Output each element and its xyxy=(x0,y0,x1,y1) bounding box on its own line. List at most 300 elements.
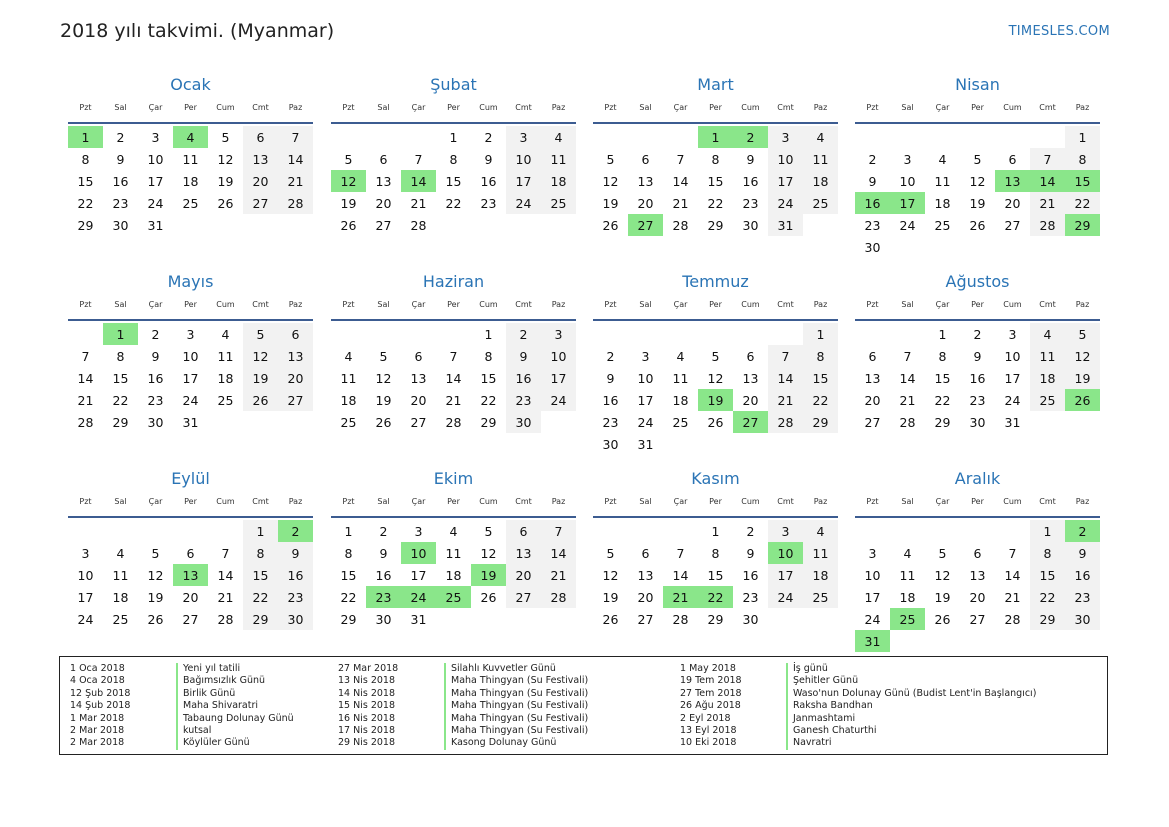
day-cell: 26 xyxy=(707,414,724,430)
day-cell: 18 xyxy=(934,195,951,211)
day-cell: 20 xyxy=(410,392,427,408)
day-cell: 8 xyxy=(484,348,493,364)
day-cell: 23 xyxy=(969,392,986,408)
month-7 xyxy=(593,271,838,455)
legend-date: 14 Şub 2018 xyxy=(70,700,131,712)
day-cell: 10 xyxy=(182,348,199,364)
weekday-label: Paz xyxy=(1075,103,1090,112)
legend-item xyxy=(680,688,1036,700)
empty-cell xyxy=(593,520,628,542)
day-cell: 31 xyxy=(147,217,164,233)
day-cell: 26 xyxy=(602,217,619,233)
holiday-day-cell: 2 xyxy=(278,520,313,542)
empty-cell xyxy=(995,520,1030,542)
day-cell: 14 xyxy=(217,567,234,583)
day-cell: 26 xyxy=(340,217,357,233)
legend-holiday-name: Şehitler Günü xyxy=(786,675,858,687)
weekday-label: Cmt xyxy=(515,103,532,112)
weekday-label: Cmt xyxy=(1039,103,1056,112)
weekday-label: Cmt xyxy=(1039,300,1056,309)
day-cell: 10 xyxy=(506,148,541,170)
day-cell: 22 xyxy=(445,195,462,211)
weekday-label: Cum xyxy=(1003,300,1022,309)
day-cell: 6 xyxy=(186,545,195,561)
legend-item xyxy=(70,688,294,700)
weekday-label: Sal xyxy=(377,497,390,506)
day-cell: 22 xyxy=(112,392,129,408)
day-cell: 17 xyxy=(147,173,164,189)
weekday-label: Cum xyxy=(479,103,498,112)
month-5 xyxy=(68,271,313,433)
weekday-label: Çar xyxy=(935,103,950,112)
weekday-label: Per xyxy=(184,103,197,112)
legend-holiday-name: Silahlı Kuvvetler Günü xyxy=(444,663,556,675)
day-cell: 23 xyxy=(1065,586,1100,608)
day-cell: 30 xyxy=(864,239,881,255)
day-cell: 28 xyxy=(768,411,803,433)
day-cell: 7 xyxy=(768,345,803,367)
legend-item xyxy=(680,663,1036,675)
day-cell: 4 xyxy=(344,348,353,364)
legend-date: 17 Nis 2018 xyxy=(338,724,395,736)
holiday-day-cell: 12 xyxy=(331,170,366,192)
day-cell: 28 xyxy=(1004,611,1021,627)
day-cell: 12 xyxy=(969,173,986,189)
day-cell: 22 xyxy=(340,589,357,605)
day-cell: 4 xyxy=(221,326,230,342)
holiday-day-cell: 1 xyxy=(68,126,103,148)
day-cell: 31 xyxy=(1004,414,1021,430)
day-cell: 11 xyxy=(672,370,689,386)
legend-item xyxy=(680,700,1036,712)
day-cell: 6 xyxy=(243,126,278,148)
empty-cell xyxy=(855,323,890,345)
day-cell: 20 xyxy=(637,195,654,211)
day-cell: 15 xyxy=(707,173,724,189)
day-cell: 11 xyxy=(112,567,129,583)
empty-cell xyxy=(68,520,103,542)
day-cell: 13 xyxy=(742,370,759,386)
holiday-day-cell: 19 xyxy=(471,564,506,586)
header-divider xyxy=(855,122,1100,124)
day-cell: 31 xyxy=(182,414,199,430)
day-cell: 28 xyxy=(217,611,234,627)
day-cell: 9 xyxy=(379,545,388,561)
day-cell: 19 xyxy=(1065,367,1100,389)
legend-holiday-name: Maha Shivaratri xyxy=(176,700,258,712)
day-cell: 28 xyxy=(278,192,313,214)
day-cell: 27 xyxy=(864,414,881,430)
holiday-day-cell: 19 xyxy=(698,389,733,411)
day-cell: 9 xyxy=(484,151,493,167)
day-cell: 19 xyxy=(602,589,619,605)
day-cell: 21 xyxy=(278,170,313,192)
day-cell: 29 xyxy=(480,414,497,430)
day-cell: 31 xyxy=(768,214,803,236)
day-cell: 30 xyxy=(147,414,164,430)
weekday-label: Per xyxy=(184,497,197,506)
day-cell: 13 xyxy=(375,173,392,189)
empty-cell xyxy=(890,126,925,148)
legend-holiday-name: Raksha Bandhan xyxy=(786,700,873,712)
day-cell: 16 xyxy=(112,173,129,189)
legend-item xyxy=(338,688,588,700)
weekday-label: Pzt xyxy=(79,103,92,112)
day-cell: 9 xyxy=(116,151,125,167)
page-title: 2018 yılı takvimi. (Myanmar) xyxy=(60,20,335,42)
day-cell: 16 xyxy=(1065,564,1100,586)
empty-cell xyxy=(925,126,960,148)
day-cell: 24 xyxy=(899,217,916,233)
day-cell: 22 xyxy=(1030,586,1065,608)
day-cell: 20 xyxy=(375,195,392,211)
weekday-label: Cum xyxy=(1003,103,1022,112)
day-cell: 3 xyxy=(868,545,877,561)
day-cell: 29 xyxy=(707,217,724,233)
holiday-day-cell: 14 xyxy=(1030,170,1065,192)
legend-item xyxy=(338,663,588,675)
holiday-day-cell: 29 xyxy=(1065,214,1100,236)
holiday-day-cell: 10 xyxy=(768,542,803,564)
holiday-day-cell: 2 xyxy=(1065,520,1100,542)
day-cell: 8 xyxy=(711,545,720,561)
day-cell: 5 xyxy=(973,151,982,167)
day-cell: 28 xyxy=(899,414,916,430)
day-cell: 13 xyxy=(506,542,541,564)
month-3 xyxy=(593,74,838,236)
legend-holiday-name: Maha Thingyan (Su Festivali) xyxy=(444,713,588,725)
day-cell: 12 xyxy=(243,345,278,367)
day-cell: 1 xyxy=(1065,126,1100,148)
empty-cell xyxy=(103,520,138,542)
holiday-day-cell: 24 xyxy=(401,586,436,608)
day-cell: 15 xyxy=(707,567,724,583)
weekday-label: Per xyxy=(709,103,722,112)
day-cell: 4 xyxy=(676,348,685,364)
day-cell: 22 xyxy=(480,392,497,408)
legend-holiday-name: Navratri xyxy=(786,737,832,749)
weekday-label: Cum xyxy=(741,300,760,309)
empty-cell xyxy=(401,323,436,345)
day-cell: 22 xyxy=(934,392,951,408)
header-divider xyxy=(593,319,838,321)
day-cell: 19 xyxy=(340,195,357,211)
legend-date: 12 Şub 2018 xyxy=(70,687,131,699)
weekday-label: Sal xyxy=(901,300,914,309)
day-cell: 2 xyxy=(606,348,615,364)
day-cell: 29 xyxy=(707,611,724,627)
empty-cell xyxy=(1030,126,1065,148)
month-1 xyxy=(68,74,313,236)
day-cell: 17 xyxy=(541,367,576,389)
day-cell: 21 xyxy=(541,564,576,586)
day-cell: 30 xyxy=(969,414,986,430)
day-cell: 13 xyxy=(637,173,654,189)
day-cell: 24 xyxy=(147,195,164,211)
day-cell: 5 xyxy=(1065,323,1100,345)
month-name: Temmuz xyxy=(682,272,749,291)
header-divider xyxy=(68,516,313,518)
legend-column xyxy=(680,663,1036,750)
day-cell: 17 xyxy=(1004,370,1021,386)
holiday-day-cell: 13 xyxy=(173,564,208,586)
legend-holiday-name: Waso'nun Dolunay Günü (Budist Lent'in Başlangıcı) xyxy=(786,688,1036,700)
weekday-label: Paz xyxy=(288,300,303,309)
day-cell: 23 xyxy=(602,414,619,430)
header-divider xyxy=(331,319,576,321)
legend-holiday-name: Tabaung Dolunay Günü xyxy=(176,713,294,725)
weekday-label: Çar xyxy=(673,300,688,309)
weekday-label: Cum xyxy=(479,300,498,309)
day-cell: 5 xyxy=(711,348,720,364)
holiday-day-cell: 27 xyxy=(628,214,663,236)
day-cell: 11 xyxy=(340,370,357,386)
day-cell: 3 xyxy=(81,545,90,561)
holiday-day-cell: 2 xyxy=(733,126,768,148)
empty-cell xyxy=(995,126,1030,148)
day-cell: 14 xyxy=(445,370,462,386)
day-cell: 18 xyxy=(182,173,199,189)
day-cell: 3 xyxy=(506,126,541,148)
weekday-label: Sal xyxy=(639,103,652,112)
day-cell: 29 xyxy=(243,608,278,630)
day-cell: 15 xyxy=(243,564,278,586)
day-cell: 8 xyxy=(1065,148,1100,170)
day-cell: 23 xyxy=(506,389,541,411)
day-cell: 22 xyxy=(803,389,838,411)
empty-cell xyxy=(663,520,698,542)
day-cell: 7 xyxy=(541,520,576,542)
weekday-label: Per xyxy=(184,300,197,309)
day-cell: 30 xyxy=(375,611,392,627)
day-cell: 20 xyxy=(278,367,313,389)
day-cell: 7 xyxy=(278,126,313,148)
day-cell: 8 xyxy=(803,345,838,367)
header-divider xyxy=(855,319,1100,321)
day-cell: 4 xyxy=(803,126,838,148)
weekday-label: Per xyxy=(971,497,984,506)
day-cell: 5 xyxy=(938,545,947,561)
legend-date: 14 Nis 2018 xyxy=(338,687,395,699)
day-cell: 5 xyxy=(379,348,388,364)
day-cell: 3 xyxy=(186,326,195,342)
day-cell: 21 xyxy=(1030,192,1065,214)
header-divider xyxy=(68,319,313,321)
empty-cell xyxy=(208,520,243,542)
day-grid xyxy=(855,323,1100,433)
day-cell: 21 xyxy=(899,392,916,408)
day-cell: 3 xyxy=(414,523,423,539)
legend-date: 2 Eyl 2018 xyxy=(680,712,731,724)
day-cell: 16 xyxy=(147,370,164,386)
day-cell: 11 xyxy=(445,545,462,561)
header-divider xyxy=(331,122,576,124)
weekday-label: Çar xyxy=(148,103,163,112)
day-cell: 13 xyxy=(243,148,278,170)
day-cell: 9 xyxy=(278,542,313,564)
day-cell: 12 xyxy=(934,567,951,583)
month-name: Aralık xyxy=(954,469,1001,488)
day-cell: 5 xyxy=(221,129,230,145)
day-cell: 1 xyxy=(243,520,278,542)
weekday-label: Paz xyxy=(1075,497,1090,506)
day-cell: 5 xyxy=(151,545,160,561)
empty-cell xyxy=(68,323,103,345)
day-cell: 9 xyxy=(746,545,755,561)
legend-holiday-name: Maha Thingyan (Su Festivali) xyxy=(444,725,588,737)
header-divider xyxy=(593,516,838,518)
day-cell: 17 xyxy=(182,370,199,386)
day-cell: 20 xyxy=(969,589,986,605)
legend-item xyxy=(70,713,294,725)
empty-cell xyxy=(436,323,471,345)
weekday-label: Pzt xyxy=(342,497,355,506)
day-cell: 7 xyxy=(1008,545,1017,561)
day-cell: 12 xyxy=(375,370,392,386)
day-cell: 10 xyxy=(1004,348,1021,364)
header-divider xyxy=(68,122,313,124)
day-cell: 1 xyxy=(803,323,838,345)
day-grid xyxy=(593,126,838,236)
day-cell: 2 xyxy=(746,523,755,539)
day-cell: 3 xyxy=(541,323,576,345)
day-cell: 20 xyxy=(1004,195,1021,211)
weekday-header xyxy=(68,496,313,516)
weekday-label: Cum xyxy=(741,497,760,506)
day-cell: 2 xyxy=(973,326,982,342)
empty-cell xyxy=(331,323,366,345)
day-cell: 9 xyxy=(868,173,877,189)
legend-item xyxy=(70,725,294,737)
legend-date: 1 Mar 2018 xyxy=(70,712,125,724)
day-cell: 1 xyxy=(1030,520,1065,542)
holiday-day-cell: 21 xyxy=(663,586,698,608)
weekday-header xyxy=(593,102,838,122)
empty-cell xyxy=(331,126,366,148)
empty-cell xyxy=(173,520,208,542)
day-cell: 11 xyxy=(1030,345,1065,367)
day-cell: 26 xyxy=(969,217,986,233)
day-grid xyxy=(855,126,1100,258)
weekday-label: Sal xyxy=(639,300,652,309)
day-cell: 10 xyxy=(899,173,916,189)
empty-cell xyxy=(960,126,995,148)
day-cell: 24 xyxy=(768,586,803,608)
day-cell: 16 xyxy=(480,173,497,189)
day-cell: 2 xyxy=(116,129,125,145)
day-cell: 26 xyxy=(217,195,234,211)
legend-holiday-name: Bağımsızlık Günü xyxy=(176,675,265,687)
day-cell: 14 xyxy=(541,542,576,564)
weekday-label: Çar xyxy=(673,103,688,112)
day-cell: 14 xyxy=(768,367,803,389)
day-cell: 6 xyxy=(506,520,541,542)
day-cell: 23 xyxy=(864,217,881,233)
day-cell: 25 xyxy=(934,217,951,233)
weekday-label: Pzt xyxy=(604,300,617,309)
legend-holiday-name: Birlik Günü xyxy=(176,688,235,700)
legend-holiday-name: Kasong Dolunay Günü xyxy=(444,737,556,749)
weekday-label: Cmt xyxy=(777,103,794,112)
day-cell: 27 xyxy=(278,389,313,411)
weekday-label: Sal xyxy=(114,103,127,112)
month-4 xyxy=(855,74,1100,258)
day-cell: 2 xyxy=(484,129,493,145)
day-cell: 14 xyxy=(1004,567,1021,583)
day-cell: 19 xyxy=(969,195,986,211)
weekday-header xyxy=(68,299,313,319)
day-cell: 9 xyxy=(151,348,160,364)
empty-cell xyxy=(366,323,401,345)
day-cell: 30 xyxy=(742,217,759,233)
weekday-label: Paz xyxy=(288,103,303,112)
weekday-label: Pzt xyxy=(79,300,92,309)
day-cell: 19 xyxy=(375,392,392,408)
day-cell: 7 xyxy=(676,151,685,167)
day-cell: 15 xyxy=(340,567,357,583)
day-cell: 21 xyxy=(77,392,94,408)
day-cell: 6 xyxy=(278,323,313,345)
legend-holiday-name: kutsal xyxy=(176,725,211,737)
weekday-label: Çar xyxy=(148,300,163,309)
day-cell: 18 xyxy=(803,170,838,192)
day-cell: 12 xyxy=(602,173,619,189)
month-12 xyxy=(855,468,1100,652)
day-cell: 6 xyxy=(868,348,877,364)
weekday-label: Çar xyxy=(935,300,950,309)
day-cell: 1 xyxy=(344,523,353,539)
day-cell: 7 xyxy=(449,348,458,364)
day-cell: 13 xyxy=(637,567,654,583)
day-cell: 11 xyxy=(803,542,838,564)
day-cell: 29 xyxy=(803,411,838,433)
holiday-day-cell: 10 xyxy=(401,542,436,564)
empty-cell xyxy=(890,520,925,542)
month-10 xyxy=(331,468,576,630)
day-cell: 27 xyxy=(243,192,278,214)
month-name: Ocak xyxy=(170,75,211,94)
day-cell: 11 xyxy=(803,148,838,170)
weekday-header xyxy=(331,496,576,516)
day-cell: 3 xyxy=(768,520,803,542)
day-cell: 17 xyxy=(637,392,654,408)
day-cell: 6 xyxy=(746,348,755,364)
legend-item xyxy=(338,737,588,749)
brand-link[interactable]: TIMESLES.COM xyxy=(1008,24,1110,39)
day-cell: 7 xyxy=(903,348,912,364)
day-cell: 4 xyxy=(803,520,838,542)
month-name: Haziran xyxy=(422,272,485,291)
day-cell: 21 xyxy=(1004,589,1021,605)
legend-item xyxy=(338,725,588,737)
day-cell: 24 xyxy=(506,192,541,214)
legend-date: 10 Eki 2018 xyxy=(680,737,737,749)
weekday-label: Çar xyxy=(148,497,163,506)
day-grid xyxy=(331,126,576,236)
day-cell: 16 xyxy=(278,564,313,586)
day-cell: 8 xyxy=(711,151,720,167)
day-cell: 15 xyxy=(934,370,951,386)
month-name: Mart xyxy=(697,75,734,94)
empty-cell xyxy=(925,520,960,542)
empty-cell xyxy=(401,126,436,148)
weekday-label: Cum xyxy=(1003,497,1022,506)
weekday-label: Cmt xyxy=(777,300,794,309)
day-cell: 14 xyxy=(77,370,94,386)
month-name: Ağustos xyxy=(945,272,1010,291)
month-9 xyxy=(68,468,313,630)
legend-item xyxy=(680,675,1036,687)
